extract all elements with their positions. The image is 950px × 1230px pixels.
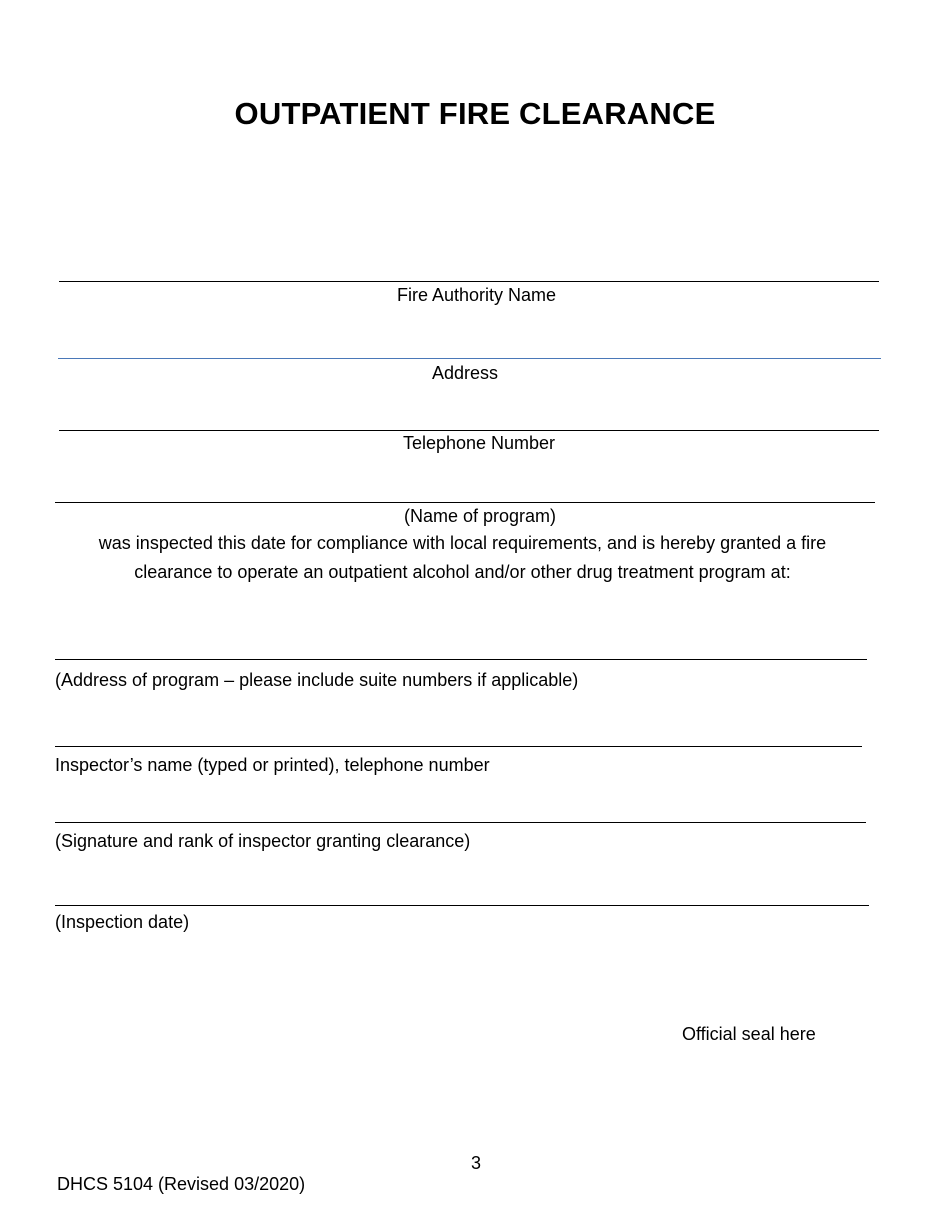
fire-authority-name-line[interactable] bbox=[59, 281, 879, 282]
program-address-label: (Address of program – please include suite numbers if applicable) bbox=[55, 670, 579, 690]
telephone-number-line[interactable] bbox=[59, 430, 879, 431]
fire-authority-name-label: Fire Authority Name bbox=[396, 285, 557, 305]
inspection-date-line[interactable] bbox=[55, 905, 869, 906]
page-title: OUTPATIENT FIRE CLEARANCE bbox=[234, 96, 716, 131]
official-seal-label: Official seal here bbox=[682, 1024, 816, 1044]
program-name-label: (Name of program) bbox=[403, 506, 557, 526]
program-name-line[interactable] bbox=[55, 502, 875, 503]
address-line[interactable] bbox=[58, 358, 881, 359]
clearance-statement: was inspected this date for compliance with local requirements, and is hereby granted a fire clearance to operate an outpatient alcohol and/or other drug treatment program at: bbox=[98, 533, 827, 582]
inspector-name-line[interactable] bbox=[55, 746, 862, 747]
telephone-number-label: Telephone Number bbox=[402, 433, 556, 453]
inspector-name-label: Inspector’s name (typed or printed), telephone number bbox=[55, 755, 490, 775]
page-number: 3 bbox=[470, 1153, 481, 1173]
signature-line[interactable] bbox=[55, 822, 866, 823]
form-id: DHCS 5104 (Revised 03/2020) bbox=[57, 1174, 306, 1194]
signature-label: (Signature and rank of inspector granting clearance) bbox=[55, 831, 471, 851]
program-address-line[interactable] bbox=[55, 659, 867, 660]
inspection-date-label: (Inspection date) bbox=[55, 912, 190, 932]
address-label: Address bbox=[431, 363, 499, 383]
